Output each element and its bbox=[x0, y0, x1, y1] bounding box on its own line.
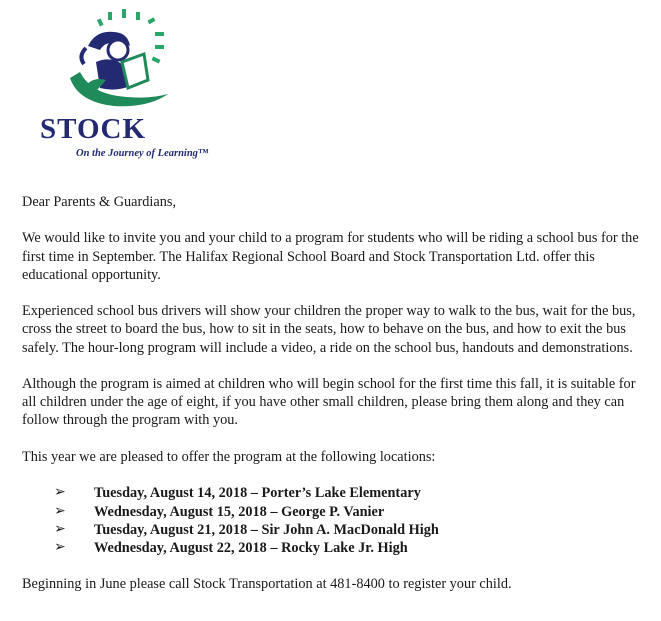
session-item bbox=[54, 539, 647, 557]
session-item bbox=[54, 521, 647, 539]
letter-greeting: Dear Parents & Guardians, bbox=[22, 194, 177, 210]
paragraph-locations-intro: This year we are pleased to offer the program at the following locations: bbox=[22, 448, 436, 465]
stock-logo bbox=[18, 6, 218, 159]
session-item bbox=[54, 484, 647, 502]
logo-tagline: On the Journey of Learning™ bbox=[76, 148, 209, 159]
paragraph-eligibility: Although the program is aimed at children who will begin school for the first time this fall, it is suitable for all children under the age of eight, if you have other small children, please bring them along and they can follow through the program with you. bbox=[22, 375, 636, 429]
arrow-bullet-icon: ➢ bbox=[54, 521, 66, 537]
paragraph-program-details: Experienced school bus drivers will show your children the proper way to walk to the bus, wait for the bus, cross the street to board the bus, how to sit in the seats, how to behave on the bus, and how to exit the bus safely. The hour-long program will include a video, a ride on the school bus, handouts and demonstrations. bbox=[22, 303, 636, 356]
reading-child-emblem bbox=[18, 6, 218, 116]
session-item bbox=[54, 503, 647, 521]
invitation-letter bbox=[22, 193, 647, 611]
paragraph-invitation: We would like to invite you and your child to a program for students who will be riding a school bus for the first time in September. The Halifax Regional School Board and Stock Transportation Ltd. offer this educational opportunity. bbox=[22, 230, 639, 283]
arrow-bullet-icon: ➢ bbox=[54, 485, 66, 501]
session-text: Wednesday, August 22, 2018 – Rocky Lake Jr. High bbox=[94, 540, 408, 557]
logo-wordmark: STOCK bbox=[40, 113, 147, 145]
session-text: Wednesday, August 15, 2018 – George P. Vanier bbox=[94, 503, 385, 520]
letter-closing: Beginning in June please call Stock Transportation at 481-8400 to register your child. bbox=[22, 575, 512, 592]
arrow-bullet-icon: ➢ bbox=[54, 540, 66, 556]
session-text: Tuesday, August 21, 2018 – Sir John A. MacDonald High bbox=[94, 521, 439, 538]
session-text: Tuesday, August 14, 2018 – Porter’s Lake Elementary bbox=[94, 485, 421, 502]
arrow-bullet-icon: ➢ bbox=[54, 503, 66, 519]
session-list bbox=[22, 484, 647, 558]
